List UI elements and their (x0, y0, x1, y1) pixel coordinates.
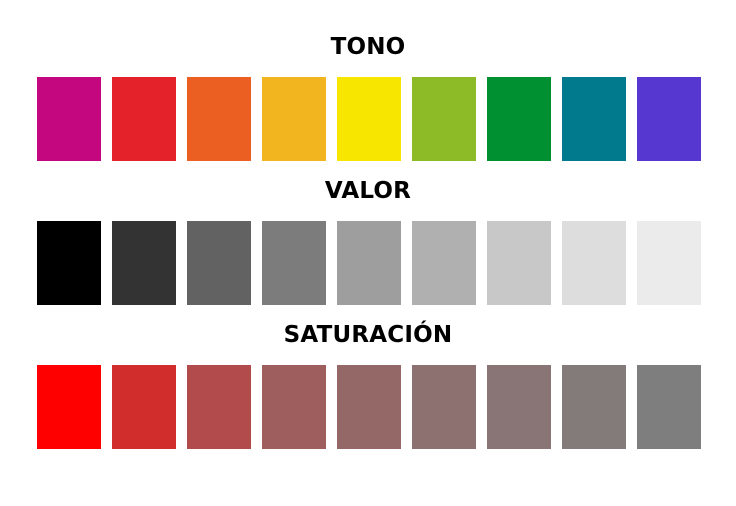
swatch-saturacion-6 (412, 365, 476, 449)
swatch-valor-4 (262, 221, 326, 305)
swatch-tono-7 (487, 77, 551, 161)
section-title-saturacion: SATURACIÓN (283, 322, 453, 348)
section-title-tono: TONO (330, 34, 406, 60)
swatch-tono-5 (337, 77, 401, 161)
swatch-saturacion-5 (337, 365, 401, 449)
swatch-valor-6 (412, 221, 476, 305)
swatch-valor-5 (337, 221, 401, 305)
swatch-tono-8 (562, 77, 626, 161)
swatch-saturacion-4 (262, 365, 326, 449)
swatch-tono-6 (412, 77, 476, 161)
swatch-valor-3 (187, 221, 251, 305)
swatch-saturacion-9 (637, 365, 701, 449)
swatch-valor-9 (637, 221, 701, 305)
swatch-valor-1 (37, 221, 101, 305)
swatch-saturacion-3 (187, 365, 251, 449)
swatch-tono-3 (187, 77, 251, 161)
swatch-saturacion-7 (487, 365, 551, 449)
section-title-valor: VALOR (324, 178, 412, 204)
swatch-saturacion-8 (562, 365, 626, 449)
swatch-tono-9 (637, 77, 701, 161)
swatch-saturacion-1 (37, 365, 101, 449)
swatch-saturacion-2 (112, 365, 176, 449)
swatch-tono-1 (37, 77, 101, 161)
swatch-tono-4 (262, 77, 326, 161)
swatch-tono-2 (112, 77, 176, 161)
swatch-valor-2 (112, 221, 176, 305)
swatch-valor-8 (562, 221, 626, 305)
swatch-valor-7 (487, 221, 551, 305)
